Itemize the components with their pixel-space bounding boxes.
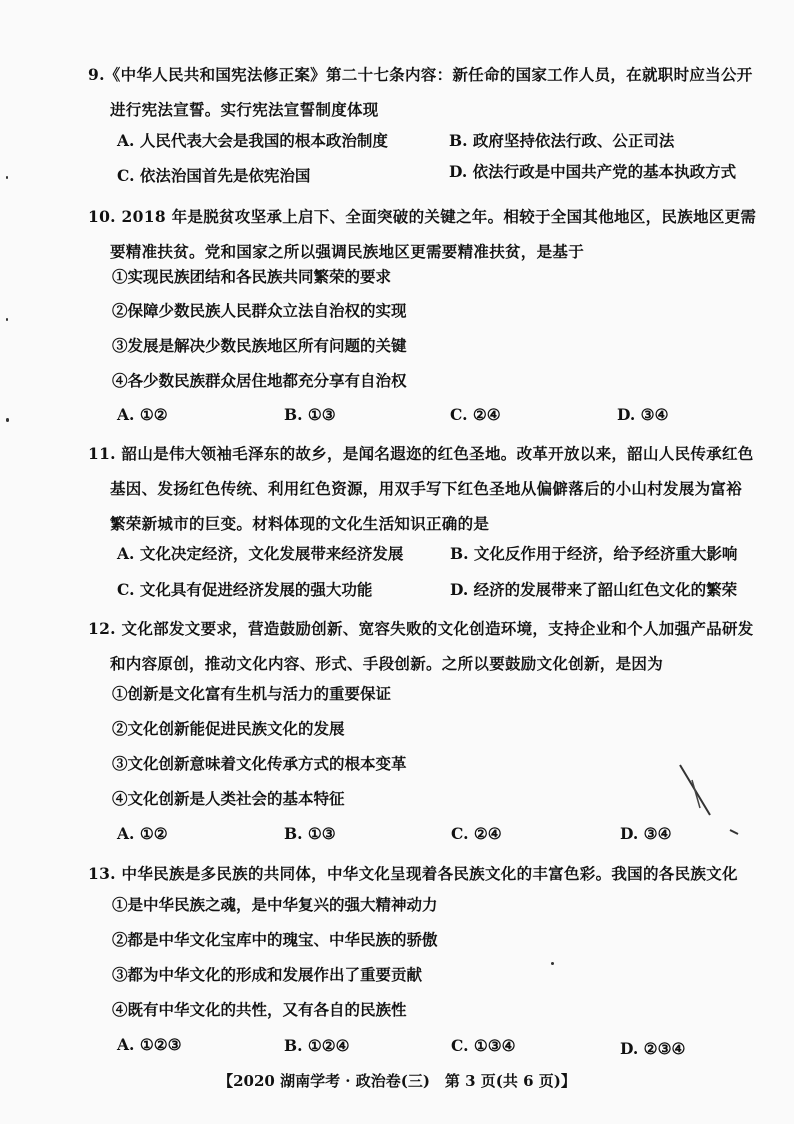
statement-3: ③都为中华文化的形成和发展作出了重要贡献 — [112, 965, 423, 984]
option-d: D. ③④ — [617, 405, 669, 424]
option-a: A. ①② — [117, 405, 168, 424]
statement-4: ④各少数民族群众居住地都充分享有自治权 — [112, 371, 407, 390]
option-d: D. 依法行政是中国共产党的基本执政方式 — [449, 162, 737, 181]
scan-smudge — [670, 760, 760, 840]
option-d: D. 经济的发展带来了韶山红色文化的繁荣 — [450, 580, 738, 599]
question-line: 进行宪法宣誓。实行宪法宣誓制度体现 — [110, 100, 379, 119]
option-a: A. 文化决定经济，文化发展带来经济发展 — [117, 544, 404, 563]
question-10-stem — [88, 199, 778, 269]
option-d: D. ③④ — [620, 824, 672, 843]
option-b: B. ①②④ — [284, 1036, 350, 1055]
option-b: B. ①③ — [284, 824, 336, 843]
question-13-stem — [88, 856, 778, 891]
statement-1: ①实现民族团结和各民族共同繁荣的要求 — [112, 267, 392, 286]
scan-dot — [6, 418, 9, 422]
question-line: 繁荣新城市的巨变。材料体现的文化生活知识正确的是 — [110, 514, 490, 533]
option-a: A. ①② — [117, 824, 168, 843]
question-line: 基因、发扬红色传统、利用红色资源，用双手写下红色圣地从偏僻落后的小山村发展为富裕 — [110, 479, 743, 498]
option-c: C. ②④ — [450, 405, 501, 424]
statement-2: ②保障少数民族人民群众立法自治权的实现 — [112, 301, 407, 320]
page-footer: 【2020 湖南学考 · 政治卷(三) 第 3 页(共 6 页)】 — [218, 1072, 576, 1090]
option-a: A. ①②③ — [117, 1035, 182, 1054]
option-a: A. 人民代表大会是我国的根本政治制度 — [117, 131, 388, 150]
scan-dot — [6, 318, 8, 321]
question-line: 13. 中华民族是多民族的共同体，中华文化呈现着各民族文化的丰富色彩。我国的各民族文化 — [88, 864, 738, 883]
option-b: B. 政府坚持依法行政、公正司法 — [449, 131, 675, 150]
question-line: 10. 2018 年是脱贫攻坚承上启下、全面突破的关键之年。相较于全国其他地区，民族地区更需 — [88, 207, 757, 226]
option-d: D. ②③④ — [620, 1039, 686, 1058]
option-c: C. ①③④ — [451, 1036, 516, 1055]
scan-dot — [551, 962, 554, 965]
statement-4: ④文化创新是人类社会的基本特征 — [112, 789, 345, 808]
question-12-stem — [88, 611, 778, 681]
question-line: 9.《中华人民共和国宪法修正案》第二十七条内容：新任命的国家工作人员，在就职时应当公开 — [88, 65, 753, 84]
statement-4: ④既有中华文化的共性，又有各自的民族性 — [112, 1000, 407, 1019]
option-c: C. 文化具有促进经济发展的强大功能 — [117, 580, 373, 599]
option-b: B. 文化反作用于经济，给予经济重大影响 — [450, 544, 738, 563]
statement-2: ②文化创新能促进民族文化的发展 — [112, 719, 345, 738]
question-line: 12. 文化部发文要求，营造鼓励创新、宽容失败的文化创造环境，支持企业和个人加强产品研发 — [88, 619, 754, 638]
question-line: 要精准扶贫。党和国家之所以强调民族地区更需要精准扶贫，是基于 — [110, 242, 585, 261]
statement-3: ③发展是解决少数民族地区所有问题的关键 — [112, 336, 407, 355]
question-line: 11. 韶山是伟大领袖毛泽东的故乡，是闻名遐迩的红色圣地。改革开放以来，韶山人民传承红色 — [88, 444, 754, 463]
scan-dot — [6, 176, 8, 179]
statement-3: ③文化创新意味着文化传承方式的根本变革 — [112, 754, 407, 773]
option-b: B. ①③ — [284, 405, 336, 424]
option-c: C. 依法治国首先是依宪治国 — [117, 166, 311, 185]
statement-1: ①是中华民族之魂，是中华复兴的强大精神动力 — [112, 895, 438, 914]
statement-2: ②都是中华文化宝库中的瑰宝、中华民族的骄傲 — [112, 930, 438, 949]
statement-1: ①创新是文化富有生机与活力的重要保证 — [112, 684, 392, 703]
option-c: C. ②④ — [451, 824, 502, 843]
question-11-stem — [88, 436, 778, 541]
question-9-stem — [88, 57, 778, 127]
question-line: 和内容原创，推动文化内容、形式、手段创新。之所以要鼓励文化创新，是因为 — [110, 654, 664, 673]
